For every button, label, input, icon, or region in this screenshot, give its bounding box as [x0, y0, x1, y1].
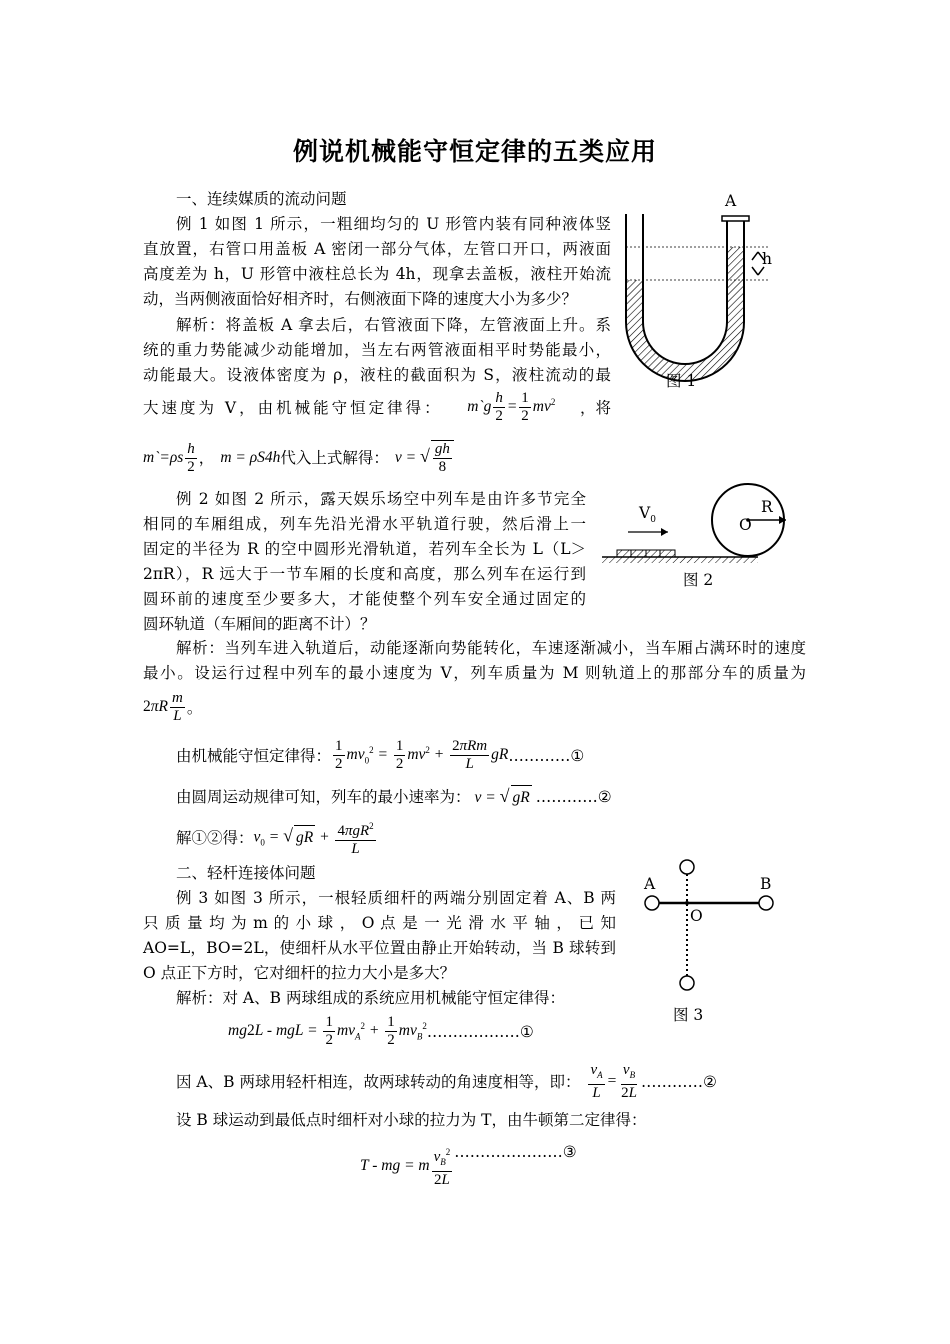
sol3-eq3-prefix: 设 B 球运动到最低点时细杆对小球的拉力为 T，由牛顿第二定律得： — [176, 1111, 647, 1129]
cover-plate-a — [722, 216, 749, 221]
sol3-eq3-suffix: …………………③ — [454, 1142, 577, 1161]
sol2-eq1-suffix: …………① — [508, 746, 585, 765]
ex2-line-6: 圆环轨道（车厢间的距离不计）？ — [143, 615, 376, 633]
fig2-label-r: R — [761, 498, 773, 516]
sol2-eq1-prefix: 由机械能守恒定律得： — [176, 746, 332, 765]
newton-equation: T - mg = m $\frac{v_B^2}{2L}$ — [360, 1144, 454, 1189]
ex3-line-1: 例 3 如图 3 所示，一根轻质细杆的两端分别固定着 A、B 两 — [176, 889, 616, 907]
energy-equation-3: mg2L - mgL = $\frac{1}{2}$ $mv_A^2$ + $\frac{1}{2}$ $mv_B^2$ — [228, 1014, 427, 1049]
ex2-line-5: 圆环前的速度至少要多大，才能使整个列车安全通过固定的 — [143, 590, 586, 608]
sol2-eq3-prefix: 解①②得： — [176, 829, 254, 847]
fig2-label-o: O — [739, 516, 752, 534]
sol2-eq2-prefix: 由圆周运动规律可知，列车的最小速率为： — [176, 788, 471, 806]
fig3-label-b: B — [760, 875, 772, 893]
result-velocity-1: v = √ $\frac{gh}{8}$ — [395, 440, 454, 476]
sol2-line-2: 最小。设运行过程中列车的最小速度为 V，列车质量为 M 则轨道上的那部分车的质量为 — [143, 664, 806, 682]
mass-substitution: m`=ρs $\frac{h}{2}$ — [143, 440, 195, 475]
ex3-line-4: O 点正下方时，它对细杆的拉力大小是多大？ — [143, 964, 456, 982]
angular-velocity-equation: $\frac{v_A}{L}$ = $\frac{v_B}{2L}$ — [590, 1062, 637, 1101]
ex2-line-1: 例 2 如图 2 所示，露天娱乐场空中列车是由许多节完全 — [176, 490, 586, 508]
sol1-line-5 — [143, 440, 454, 476]
sol1-line-4-text: 大速度为 V，由机械能守恒定律得： — [143, 398, 443, 417]
mass-on-track: 2πR $\frac{m}{L}$ — [143, 690, 183, 724]
sol1-line-4-end: ，将 — [579, 398, 611, 417]
ball-a — [645, 896, 659, 910]
fig2-caption: 图 2 — [683, 571, 714, 589]
u-tube-figure — [618, 192, 778, 392]
mass-total: m = ρS4h — [220, 449, 281, 466]
ex2-line-2: 相同的车厢组成，列车先沿光滑水平轨道行驶，然后滑上一 — [143, 515, 586, 533]
section2-heading: 二、轻杆连接体问题 — [176, 864, 316, 882]
sol3-eq3 — [360, 1144, 577, 1189]
fig3-caption: 图 3 — [673, 1006, 704, 1024]
rod-figure — [636, 852, 786, 992]
radius-arrow-icon — [779, 516, 786, 524]
sol3-eq1-suffix: ………………① — [426, 1022, 534, 1041]
result-velocity-2: $v_0$ = √ gR + $\frac{4\pi gR^2}{L}$ — [254, 818, 378, 858]
min-velocity-equation: v = √ gR — [475, 784, 532, 810]
ball-top-position — [680, 860, 694, 874]
fig1-label-a: A — [725, 192, 737, 210]
ball-b — [759, 896, 773, 910]
sol2-eq2 — [176, 784, 612, 810]
ex1-line-4: 动，当两侧液面恰好相齐时，右侧液面下降的速度大小为多少？ — [143, 290, 578, 308]
ball-bottom-position — [680, 976, 694, 990]
sol3-eq2-suffix: …………② — [640, 1073, 717, 1091]
velocity-arrow-icon — [661, 528, 668, 536]
sol2-period: 。 — [186, 698, 203, 717]
sol1-line-5-sep: ， — [198, 449, 215, 467]
sol3-eq2 — [176, 1062, 717, 1102]
ex1-line-2: 直放置，右管口用盖板 A 密闭一部分气体，左管口开口，两液面 — [143, 240, 611, 258]
ex3-line-3: AO=L，BO=2L，使细杆从水平位置由静止开始转动，当 B 球转到 — [143, 939, 616, 957]
fig3-label-o: O — [690, 907, 703, 925]
sol2-line-3 — [143, 690, 202, 725]
ex2-line-3: 固定的半径为 R 的空中圆形光滑轨道，若列车全长为 L（L＞ — [143, 540, 586, 558]
sol1-line-1: 解析：将盖板 A 拿去后，右管液面下降，左管液面上升。系 — [176, 316, 611, 334]
sol1-line-4 — [143, 390, 611, 425]
ex1-line-3: 高度差为 h，U 形管中液柱总长为 4h，现拿去盖板，液柱开始流 — [143, 265, 611, 283]
fig3-label-a: A — [644, 875, 656, 893]
sol1-line-5-mid: 代入上式解得： — [280, 449, 389, 467]
fig2-label-v0: $V_0$ — [639, 504, 656, 526]
ex3-line-2: 只 质 量 均 为 m 的 小 球 ， O 点 是 一 光 滑 水 平 轴 ， 已 知 — [143, 914, 616, 932]
sol3-eq2-prefix: 因 A、B 两球用轻杆相连，故两球转动的角速度相等，即： — [176, 1073, 581, 1091]
energy-equation-1: m`g $\frac{h}{2}$ = $\frac{1}{2}$ $mv^2$ — [467, 390, 556, 425]
train-cars — [617, 550, 675, 557]
sol3-eq1 — [228, 1014, 534, 1049]
energy-equation-2: $\frac{1}{2}$ $mv_0^2$ = $\frac{1}{2}$ $mv^2$ + $\frac{\text{2πRm}}{L}$ gR — [335, 738, 509, 773]
fig1-label-h: h — [762, 250, 772, 268]
fig1-caption: 图 1 — [666, 372, 697, 390]
ex1-line-1: 例 1 如图 1 所示，一粗细均匀的 U 形管内装有同种液体竖 — [176, 215, 611, 233]
sol2-eq1 — [176, 738, 584, 773]
pivot-o — [685, 901, 689, 905]
sol2-eq3 — [176, 818, 378, 858]
track-ground — [602, 557, 758, 563]
sol2-eq2-suffix: …………② — [535, 788, 612, 806]
section1-heading: 一、连续媒质的流动问题 — [176, 190, 347, 208]
roller-coaster-figure — [600, 480, 800, 575]
sol1-line-3: 动能最大。设液体密度为 ρ，液柱的截面积为 S，液柱流动的最 — [143, 366, 611, 384]
sol1-line-2: 统的重力势能减少动能增加，当左右两管液面相平时势能最小， — [143, 341, 611, 359]
sol2-line-1: 解析：当列车进入轨道后，动能逐渐向势能转化，车速逐渐减小，当车厢占满环时的速度 — [176, 639, 806, 657]
sol3-heading: 解析：对 A、B 两球组成的系统应用机械能守恒定律得： — [176, 989, 565, 1007]
page-title: 例说机械能守恒定律的五类应用 — [292, 137, 657, 166]
ex2-line-4: 2πR），R 远大于一节车厢的长度和高度，那么列车在运行到 — [143, 565, 586, 583]
